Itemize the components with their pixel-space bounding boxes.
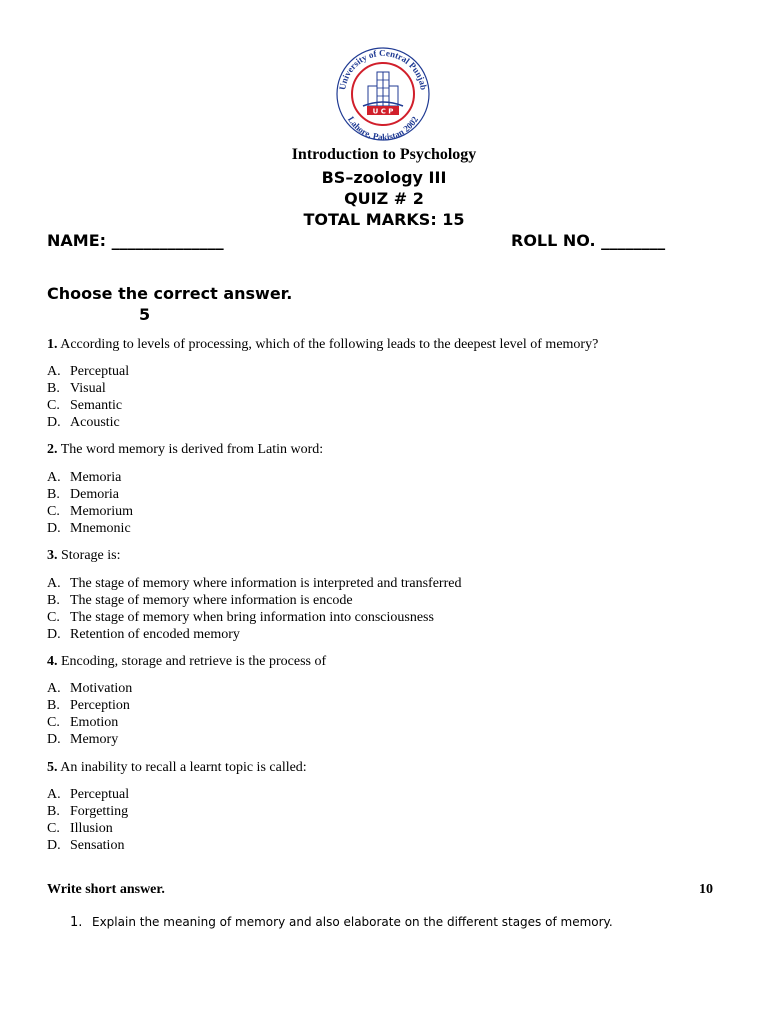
roll-number-field[interactable]: ROLL NO. ________ — [511, 231, 666, 250]
svg-text:Lahore, Pakistan 2002: Lahore, Pakistan 2002 — [345, 114, 421, 142]
option[interactable]: A. Perceptual — [47, 787, 130, 802]
question-1 — [47, 337, 598, 353]
question-4-options — [47, 680, 132, 748]
option[interactable]: D. Mnemonic — [47, 521, 131, 536]
option[interactable]: C. The stage of memory when bring information into consciousness — [47, 610, 434, 625]
option[interactable]: D. Acoustic — [47, 415, 120, 430]
question-text: Storage is: — [57, 548, 121, 563]
course-title: Introduction to Psychology — [291, 146, 477, 163]
option[interactable]: B. Visual — [47, 381, 106, 396]
short-answer-marks: 10 — [699, 882, 713, 897]
question-5 — [47, 760, 307, 776]
mcq-instruction: Choose the correct answer. — [47, 284, 293, 303]
option[interactable]: B. The stage of memory where information is encode — [47, 593, 353, 608]
question-2-options — [47, 469, 133, 537]
option[interactable]: D. Sensation — [47, 838, 125, 853]
question-text: Encoding, storage and retrieve is the process of — [57, 654, 327, 669]
option[interactable]: A. Perceptual — [47, 364, 130, 379]
question-number: 4. — [47, 654, 58, 669]
svg-text:University of Central Punjab: University of Central Punjab — [337, 47, 429, 91]
name-field[interactable]: NAME: ______________ — [47, 231, 224, 250]
question-number: 5. — [47, 760, 58, 775]
option[interactable]: A. Memoria — [47, 470, 122, 485]
option[interactable]: B. Forgetting — [47, 804, 129, 819]
question-3 — [47, 548, 121, 564]
short-question-1 — [70, 915, 613, 930]
option[interactable]: B. Demoria — [47, 487, 119, 502]
question-3-options — [47, 575, 461, 643]
option[interactable]: B. Perception — [47, 698, 130, 713]
question-number: 1. — [70, 915, 83, 930]
question-2 — [47, 442, 323, 458]
mcq-marks: 5 — [139, 305, 151, 324]
question-text: The word memory is derived from Latin word: — [57, 442, 324, 457]
short-answer-header — [47, 882, 713, 898]
question-text: Explain the meaning of memory and also elaborate on the different stages of memory. — [92, 915, 613, 929]
short-answer-instruction: Write short answer. — [47, 882, 165, 897]
ucp-seal-icon — [333, 42, 433, 142]
option[interactable]: A. Motivation — [47, 681, 133, 696]
quiz-title: QUIZ # 2 — [344, 189, 424, 208]
question-number: 2. — [47, 442, 58, 457]
question-number: 1. — [47, 337, 58, 352]
option[interactable]: D. Retention of encoded memory — [47, 627, 240, 642]
question-text: An inability to recall a learnt topic is called: — [57, 760, 307, 775]
svg-text:U C P: U C P — [372, 107, 394, 116]
question-4 — [47, 654, 326, 670]
option[interactable]: A. The stage of memory where information is interpreted and transferred — [47, 576, 462, 591]
university-logo — [333, 42, 433, 142]
option[interactable]: D. Memory — [47, 732, 119, 747]
option[interactable]: C. Semantic — [47, 398, 123, 413]
option[interactable]: C. Memorium — [47, 504, 133, 519]
option[interactable]: C. Emotion — [47, 715, 119, 730]
question-1-options — [47, 363, 129, 431]
question-number: 3. — [47, 548, 58, 563]
program-title: BS–zoology III — [321, 168, 447, 187]
option[interactable]: C. Illusion — [47, 821, 113, 836]
total-marks: TOTAL MARKS: 15 — [303, 210, 465, 229]
question-text: According to levels of processing, which of the following leads to the deepest level of memory? — [57, 337, 599, 352]
question-5-options — [47, 786, 129, 854]
